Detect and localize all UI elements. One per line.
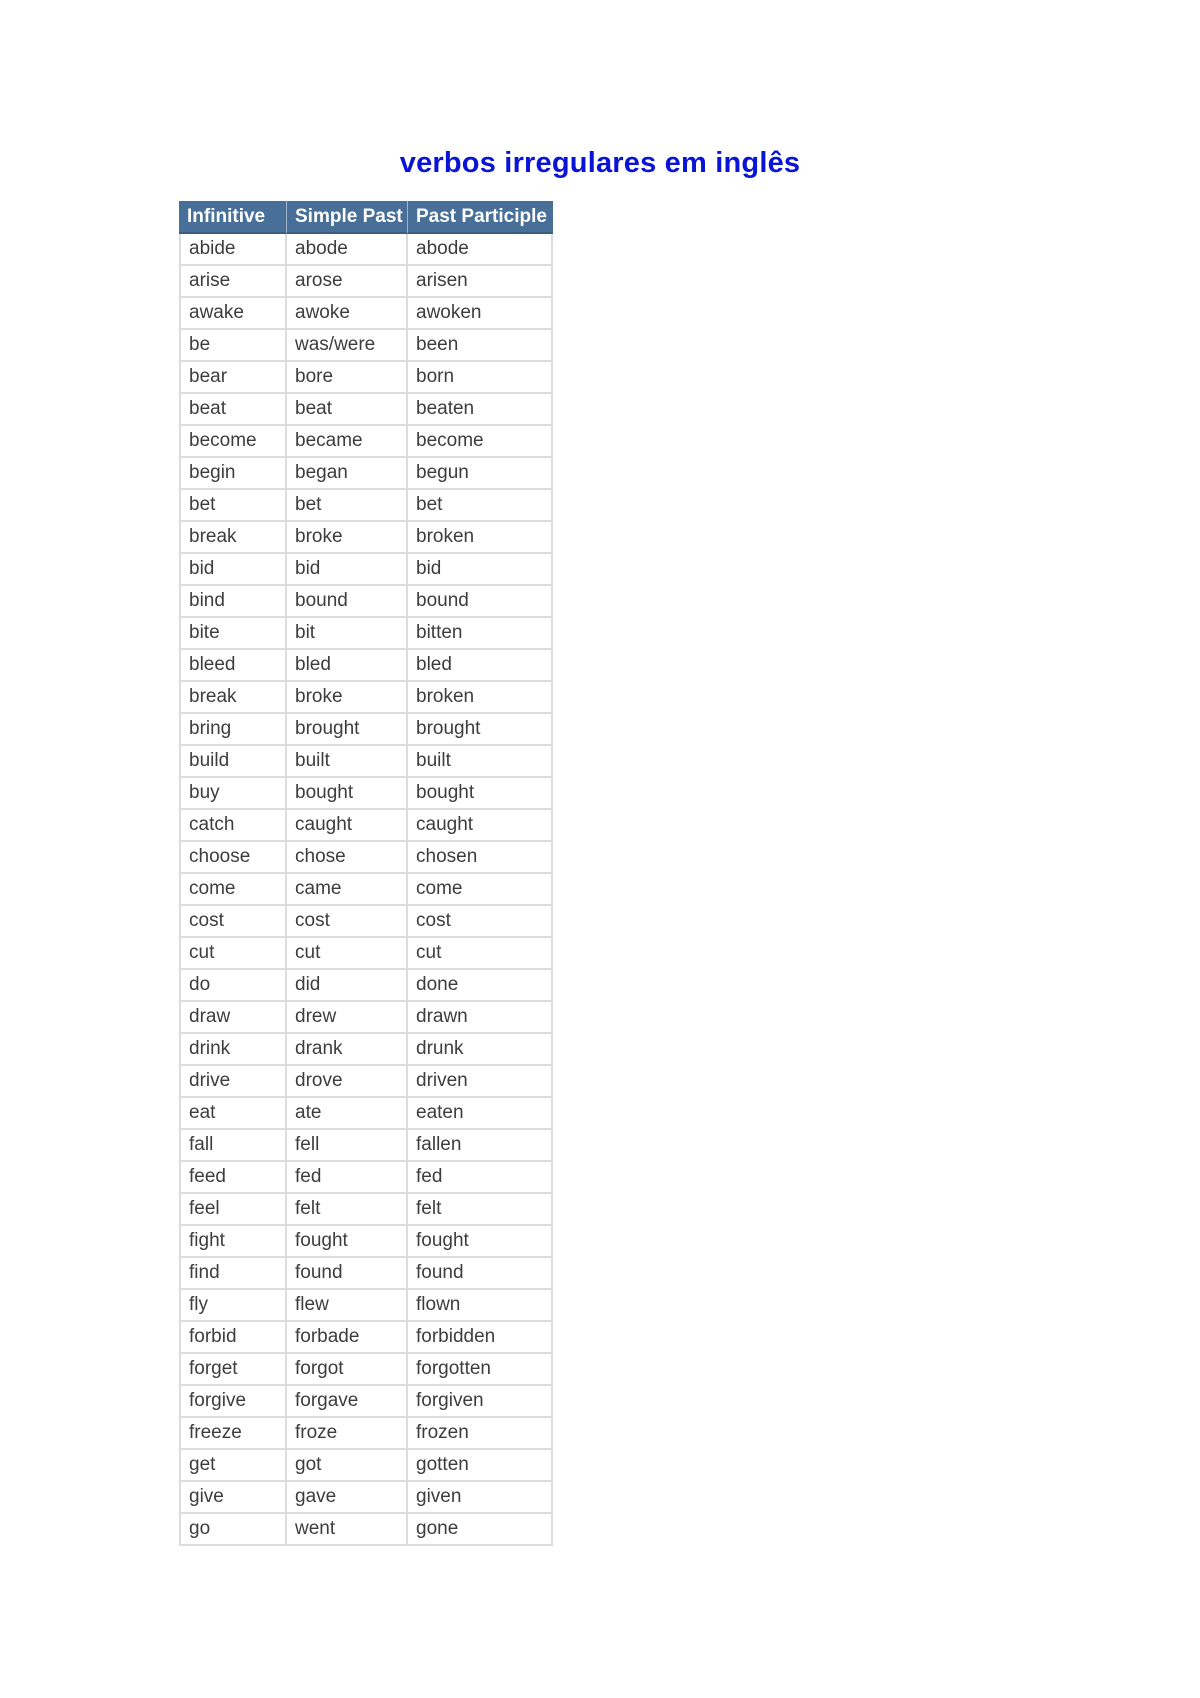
cell-infinitive: find xyxy=(179,1258,287,1290)
table-row xyxy=(179,1034,553,1066)
cell-infinitive: buy xyxy=(179,778,287,810)
cell-past-participle: bitten xyxy=(408,618,553,650)
table-row xyxy=(179,1482,553,1514)
cell-past-participle: fed xyxy=(408,1162,553,1194)
cell-past-participle: broken xyxy=(408,522,553,554)
page-title: verbos irregulares em inglês xyxy=(399,147,801,179)
cell-past-participle: bet xyxy=(408,490,553,522)
cell-infinitive: drive xyxy=(179,1066,287,1098)
table-row xyxy=(179,1194,553,1226)
cell-infinitive: bleed xyxy=(179,650,287,682)
cell-past-participle: done xyxy=(408,970,553,1002)
cell-infinitive: arise xyxy=(179,266,287,298)
cell-simple-past: broke xyxy=(287,682,408,714)
table-row xyxy=(179,1258,553,1290)
cell-simple-past: caught xyxy=(287,810,408,842)
cell-simple-past: fought xyxy=(287,1226,408,1258)
cell-past-participle: fallen xyxy=(408,1130,553,1162)
cell-past-participle: eaten xyxy=(408,1098,553,1130)
cell-simple-past: went xyxy=(287,1514,408,1546)
cell-infinitive: get xyxy=(179,1450,287,1482)
table-row xyxy=(179,874,553,906)
table-row xyxy=(179,554,553,586)
cell-infinitive: bet xyxy=(179,490,287,522)
cell-infinitive: be xyxy=(179,330,287,362)
cell-infinitive: do xyxy=(179,970,287,1002)
cell-infinitive: abide xyxy=(179,234,287,266)
cell-simple-past: bet xyxy=(287,490,408,522)
cell-simple-past: flew xyxy=(287,1290,408,1322)
irregular-verbs-table xyxy=(179,201,553,1546)
cell-past-participle: been xyxy=(408,330,553,362)
cell-simple-past: beat xyxy=(287,394,408,426)
cell-infinitive: forbid xyxy=(179,1322,287,1354)
cell-past-participle: bought xyxy=(408,778,553,810)
cell-past-participle: driven xyxy=(408,1066,553,1098)
table-row xyxy=(179,938,553,970)
cell-simple-past: bore xyxy=(287,362,408,394)
table-body xyxy=(179,234,553,1546)
table-row xyxy=(179,1002,553,1034)
cell-past-participle: built xyxy=(408,746,553,778)
table-row xyxy=(179,426,553,458)
cell-past-participle: broken xyxy=(408,682,553,714)
cell-simple-past: built xyxy=(287,746,408,778)
cell-infinitive: break xyxy=(179,522,287,554)
cell-simple-past: abode xyxy=(287,234,408,266)
header-infinitive: Infinitive xyxy=(179,201,287,234)
cell-infinitive: forgive xyxy=(179,1386,287,1418)
table-row xyxy=(179,298,553,330)
cell-simple-past: broke xyxy=(287,522,408,554)
cell-past-participle: gotten xyxy=(408,1450,553,1482)
cell-infinitive: awake xyxy=(179,298,287,330)
cell-past-participle: fought xyxy=(408,1226,553,1258)
table-row xyxy=(179,650,553,682)
cell-past-participle: forgiven xyxy=(408,1386,553,1418)
cell-infinitive: feel xyxy=(179,1194,287,1226)
cell-infinitive: cut xyxy=(179,938,287,970)
cell-infinitive: give xyxy=(179,1482,287,1514)
cell-simple-past: cut xyxy=(287,938,408,970)
cell-infinitive: choose xyxy=(179,842,287,874)
table-row xyxy=(179,522,553,554)
cell-past-participle: flown xyxy=(408,1290,553,1322)
cell-past-participle: beaten xyxy=(408,394,553,426)
cell-simple-past: drove xyxy=(287,1066,408,1098)
table-row xyxy=(179,618,553,650)
table-row xyxy=(179,458,553,490)
cell-past-participle: awoken xyxy=(408,298,553,330)
cell-past-participle: forbidden xyxy=(408,1322,553,1354)
cell-infinitive: come xyxy=(179,874,287,906)
table-row xyxy=(179,746,553,778)
cell-past-participle: bid xyxy=(408,554,553,586)
cell-simple-past: forgot xyxy=(287,1354,408,1386)
cell-simple-past: gave xyxy=(287,1482,408,1514)
cell-infinitive: forget xyxy=(179,1354,287,1386)
table-row xyxy=(179,1514,553,1546)
cell-infinitive: fight xyxy=(179,1226,287,1258)
cell-past-participle: cut xyxy=(408,938,553,970)
cell-simple-past: forbade xyxy=(287,1322,408,1354)
cell-infinitive: beat xyxy=(179,394,287,426)
table-row xyxy=(179,714,553,746)
cell-simple-past: got xyxy=(287,1450,408,1482)
cell-infinitive: draw xyxy=(179,1002,287,1034)
table-row xyxy=(179,362,553,394)
cell-simple-past: bid xyxy=(287,554,408,586)
cell-infinitive: build xyxy=(179,746,287,778)
table-row xyxy=(179,1290,553,1322)
cell-past-participle: caught xyxy=(408,810,553,842)
table-row xyxy=(179,330,553,362)
cell-past-participle: drunk xyxy=(408,1034,553,1066)
cell-simple-past: bound xyxy=(287,586,408,618)
header-past-participle: Past Participle xyxy=(408,201,553,234)
table-row xyxy=(179,1354,553,1386)
table-row xyxy=(179,1162,553,1194)
cell-infinitive: drink xyxy=(179,1034,287,1066)
table-header-row xyxy=(179,201,553,234)
table-row xyxy=(179,1386,553,1418)
table-row xyxy=(179,1098,553,1130)
cell-simple-past: bled xyxy=(287,650,408,682)
cell-infinitive: bite xyxy=(179,618,287,650)
cell-simple-past: brought xyxy=(287,714,408,746)
cell-infinitive: begin xyxy=(179,458,287,490)
cell-infinitive: fly xyxy=(179,1290,287,1322)
cell-past-participle: bled xyxy=(408,650,553,682)
cell-infinitive: become xyxy=(179,426,287,458)
cell-simple-past: fell xyxy=(287,1130,408,1162)
table-row xyxy=(179,842,553,874)
cell-infinitive: break xyxy=(179,682,287,714)
cell-infinitive: bring xyxy=(179,714,287,746)
table-row xyxy=(179,1066,553,1098)
table-row xyxy=(179,394,553,426)
cell-simple-past: ate xyxy=(287,1098,408,1130)
table-row xyxy=(179,234,553,266)
cell-past-participle: abode xyxy=(408,234,553,266)
table-row xyxy=(179,778,553,810)
cell-infinitive: fall xyxy=(179,1130,287,1162)
cell-simple-past: began xyxy=(287,458,408,490)
cell-simple-past: drank xyxy=(287,1034,408,1066)
cell-simple-past: found xyxy=(287,1258,408,1290)
table-row xyxy=(179,586,553,618)
cell-simple-past: did xyxy=(287,970,408,1002)
cell-simple-past: chose xyxy=(287,842,408,874)
cell-simple-past: came xyxy=(287,874,408,906)
cell-past-participle: brought xyxy=(408,714,553,746)
cell-infinitive: bid xyxy=(179,554,287,586)
cell-infinitive: bear xyxy=(179,362,287,394)
cell-simple-past: forgave xyxy=(287,1386,408,1418)
cell-past-participle: become xyxy=(408,426,553,458)
table-row xyxy=(179,970,553,1002)
table-row xyxy=(179,1450,553,1482)
cell-infinitive: bind xyxy=(179,586,287,618)
cell-past-participle: born xyxy=(408,362,553,394)
cell-infinitive: feed xyxy=(179,1162,287,1194)
table-row xyxy=(179,1130,553,1162)
cell-simple-past: became xyxy=(287,426,408,458)
cell-infinitive: freeze xyxy=(179,1418,287,1450)
table-row xyxy=(179,810,553,842)
cell-simple-past: awoke xyxy=(287,298,408,330)
cell-past-participle: felt xyxy=(408,1194,553,1226)
table-row xyxy=(179,490,553,522)
cell-simple-past: arose xyxy=(287,266,408,298)
cell-infinitive: cost xyxy=(179,906,287,938)
cell-past-participle: bound xyxy=(408,586,553,618)
cell-simple-past: froze xyxy=(287,1418,408,1450)
cell-past-participle: arisen xyxy=(408,266,553,298)
table-row xyxy=(179,266,553,298)
cell-past-participle: come xyxy=(408,874,553,906)
cell-simple-past: felt xyxy=(287,1194,408,1226)
header-simple-past: Simple Past xyxy=(287,201,408,234)
table-row xyxy=(179,906,553,938)
cell-past-participle: given xyxy=(408,1482,553,1514)
cell-simple-past: bit xyxy=(287,618,408,650)
cell-simple-past: was/were xyxy=(287,330,408,362)
cell-infinitive: eat xyxy=(179,1098,287,1130)
cell-past-participle: gone xyxy=(408,1514,553,1546)
cell-infinitive: catch xyxy=(179,810,287,842)
cell-past-participle: chosen xyxy=(408,842,553,874)
cell-past-participle: cost xyxy=(408,906,553,938)
cell-past-participle: drawn xyxy=(408,1002,553,1034)
cell-past-participle: found xyxy=(408,1258,553,1290)
cell-past-participle: begun xyxy=(408,458,553,490)
cell-past-participle: forgotten xyxy=(408,1354,553,1386)
cell-simple-past: cost xyxy=(287,906,408,938)
cell-simple-past: drew xyxy=(287,1002,408,1034)
cell-past-participle: frozen xyxy=(408,1418,553,1450)
cell-simple-past: fed xyxy=(287,1162,408,1194)
table-row xyxy=(179,682,553,714)
table-row xyxy=(179,1418,553,1450)
cell-infinitive: go xyxy=(179,1514,287,1546)
table-row xyxy=(179,1322,553,1354)
cell-simple-past: bought xyxy=(287,778,408,810)
table-row xyxy=(179,1226,553,1258)
